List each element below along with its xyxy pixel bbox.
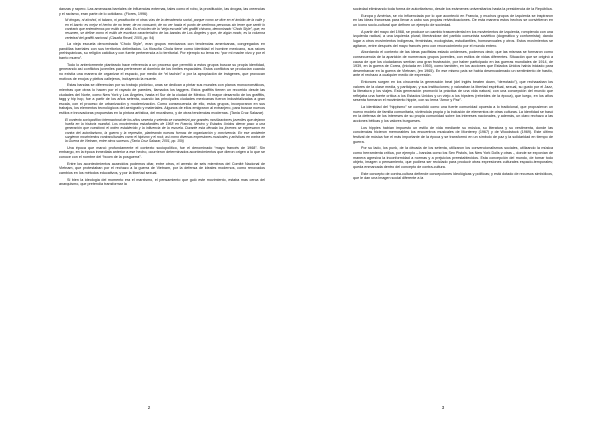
body-paragraph: danzas y rapero. Las amenazas barriales de influencias externas, tales como el robo, la prostitución, las drogas, las creencias y el racismo, eran parte de lo cotidiano. (Flores, 1996) xyxy=(59,7,265,16)
block-quote: Ni drogas, ni alcohol, ni tabaco, ni prostitución ni otras vías de la decadencia social, porque como se dice en el ámbito de la calle y en el barrio: es mejor el hecho de no tener, de no consumir, de no ver hasta el punto de sentirnos personas sin tener que sentir lo contrario que entendemos por estilo de vida. Es el núcleo de la “vieja escuela” del graffiti chicano, denominado “Cholo Style”, que, en resumen, se define como el estilo de escritura característico de las bandas de Los Ángeles y que, de algún modo, es la columna vertebral del graffiti nacional. (Claudia Rosell, 2005, pp. 94) xyxy=(65,18,265,40)
body-paragraph: Abordando el contexto de las ideas pacifistas estado unidenses, podemos decir, que las mismas se formaron como consecuencia de la aparición de numerosos grupos juveniles, con estilos de vidas diferentes. Situación que se originó a causa de que los ciudadanos sentían una gran frustración, por haber participado en las guerras mundiales de 1914, de 1939, en la guerra de Corea, (iniciada en 1950), como también, en los acciones que Estados Unidos había iniciado para desembarcar en la guerra de Vietnam, (en 1965). En ese mismo país se había desencadenado un sentimiento de hastío, ante el rechazo a cualquier medio de expresión. xyxy=(353,50,553,78)
page-number-left: 2 xyxy=(147,405,151,410)
body-paragraph: Entonces surgen en los cincuenta la generación beat (del inglés beaten down, “derrotado”), que rechazaban los valores de la clase media, y participan, y sus instituciones; y valoraban la libertad espiritual, sexual, su gusto por el Jazz, la literatura y los viajes. Esta generación promovió la práctica de una vida natural, con una concepción del mundo que reflejaba una fuerte crítica a los Estados Unidos y un viejo a los hipsters (rebeldes de la época), que luego, en los años sesenta formaron el movimiento hippie, con su lema “Amor y Paz”. xyxy=(353,80,553,103)
right-page-text xyxy=(353,7,553,183)
body-paragraph: Entre los acontecimientos acaecidos podemos citar, entre otros, el arresto de seis miembros del Comité Nacional de Vietnam, que protestaban por el rechazo a la guerra de Vietnam, por la defensa de ideales modernos, como renovados cambios en los métodos educativos, y por la libertad sexual. xyxy=(59,161,265,176)
page-number-right: 3 xyxy=(441,405,445,410)
body-paragraph: Estas bandas se diferencian por su trabajo pictórico, unas se dedican a pintar sus murales con planos monocromáticos, mientras que otras lo hacen por el rayado de paredes, llamados los taggers. Estos graffitis tienen un recorrido desde las ciudades del Norte, como New York y Los Ángeles, hasta el Sur de la ciudad de México. El mayor desarrollo de los graffitis, tagg y hip hop, fue a partir de los años setenta, cuando las principales ciudades mexicanas fueron industrializadas a gran escala, con el proceso de urbanización y modernización. Como consecuencia de ello, estos grupos, incorporaron en sus trabajos, los elementos tecnológicos del aerógrafo y materiales. Algunos de ellos emigraron al extranjero, para buscar nuevos estilos e innovadoras propuestas en la pintura artística, del muralismo, y de otras tendencias modernas. (Tania Cruz Salazar) xyxy=(59,83,265,115)
body-paragraph: Una época que marcó profundamente el contexto sociopolítico, fue el denominado “mayo francés de 1968”. Sin embargo, en la época inmediata anterior a ese hecho, ocurrieron determinados acontecimientos que dieron origen a lo que se conoce con el nombre del “boom de la posguerra”. xyxy=(59,145,265,160)
body-paragraph: Este concepto de contra-cultura defiende concepciones ideológicas y políticas; y está dotado de recursos simbólicos, que le dan una imagen social diferente a la xyxy=(353,171,553,181)
body-paragraph: sociedad eliminando toda forma de autoritarismo, desde los exámenes universitarios hasta la presidencia de la República. xyxy=(353,7,553,11)
block-quote: El contexto sociopolítico internacional de los años sesenta y setenta se caracterizó por grandes movilizaciones juveniles que dejaron huella en la historia mundial. Los movimientos estudiantiles de 1968 en Francia, México y Estados Unidos dieron paso a una generación que cuestionó el orden establecido y la influencia de la escuela. Durante esta década los jóvenes se expresaron en contra del autoritarismo, la guerra y la represión, planteando nuevas formas de organización y convivencia. En ese ambiente surgieron movimientos contraculturales como el hipismo y el rock, así como diversas expresiones musicales y artísticas en contra de la Guerra de Vietnam, entre otros sucesos. (Tania Cruz Salazar, 2001, pp. 159) xyxy=(65,117,265,144)
right-page xyxy=(300,0,600,424)
body-paragraph: A partir del mayo del 1968, se produce un cambio trascendental en los movimientos de izquierda, rompiendo con una izquierda radical, a una izquierda plural; liberándose del partido comunista soviético (dogmático y conformista); dando lugar a otros movimientos indígenas, feministas, ecologistas, estudiantiles, homosexuales y otros. Estos movimientos se agitaron, entre después del mayo francés pero con reconocimiento por el mundo entero. xyxy=(353,29,553,48)
body-paragraph: Por su lado, los punk, de la década de los setenta, utilizaron los convencionalismos sociales, utilizando la música como herramienta crítica, por ejemplo – bandas como los Sex Pistols, los New York Dolls y otras -, donde se exponían de manera agresiva la inconformidad a normas y a prejuicios preestablecidos. Esta concepción del mundo, de tomar todo objeto, imagen o pensamiento, que pudiera ser reciclado para producir otras expresiones culturales espacio-temporales; queda enmarcada dentro del concepto de contra-cultura. xyxy=(353,146,553,169)
body-paragraph: Todo lo anteriormente planteado hace referencia a un proceso que permitió a estos grupos buscar su propia identidad, generando así conflictos juveniles para pertenecer al dominio de los límites espaciales. Estos conflictos se producían cuando no existía una manera de organizar el espacio, por medio de “el tachón” o por la apropiación de imágenes, que provocan motivos de enojos y pleitos callejeros, incluyendo la muerte. xyxy=(59,62,265,81)
body-paragraph: Europa y América, se vio influenciada por lo que aconteció en Francia, y muchos grupos de izquierda se inspiraron en las ideas francesas para llevar a cabo sus propias reivindicaciones. De esta manera estos hechos se convirtieron en un ícono socio-cultural que definen un ejemplo de sociedad. xyxy=(353,13,553,27)
body-paragraph: Los hippies habían impuesto un estilo de vida mediante su música, su literatura y su vestimenta, donde las conciencias hicieron memorables los encuentros musicales de Monterey (1967) y de Woodstock (1969). Este último festival de música fue el más importante de la época y se transformó en un símbolo de paz y la solidaridad en tiempo de guerra. xyxy=(353,125,553,144)
body-paragraph: La identidad del “hippismo” se consolidó como una fuerte comunidad opuesta a lo tradicional, que propusieron un nuevo modelo de familia comunitaria, viviéndola propia y la inclusión de elementos de otras culturas. La identidad se basó en la defensa de los intereses de su propia comunidad sobre los intereses nacionales, y además, un claro rechazo a las acciones bélicas y los valores burgueses. xyxy=(353,105,553,123)
left-page-text xyxy=(59,7,265,189)
body-paragraph: La vieja escuela denominada “Cholo Style”, eran grupos mexicanos con tendencias americanas, congregados en pandillas barriales con sus territorios delimitados. La filosofía Chola tiene como identidad el hombre mexicano, sus raíces prehispánicas, su religión católica y con fuerte pertenencia a lo territorial. Por ejemplo su lema es: “por mi madre vivo y por el barrio muero”. xyxy=(59,42,265,61)
body-paragraph: Si bien la ideología del momento era el marxismo, el pensamiento que guió este movimiento, estaba mas cerca del anarquismo, que pretendía transformar la xyxy=(59,177,265,187)
